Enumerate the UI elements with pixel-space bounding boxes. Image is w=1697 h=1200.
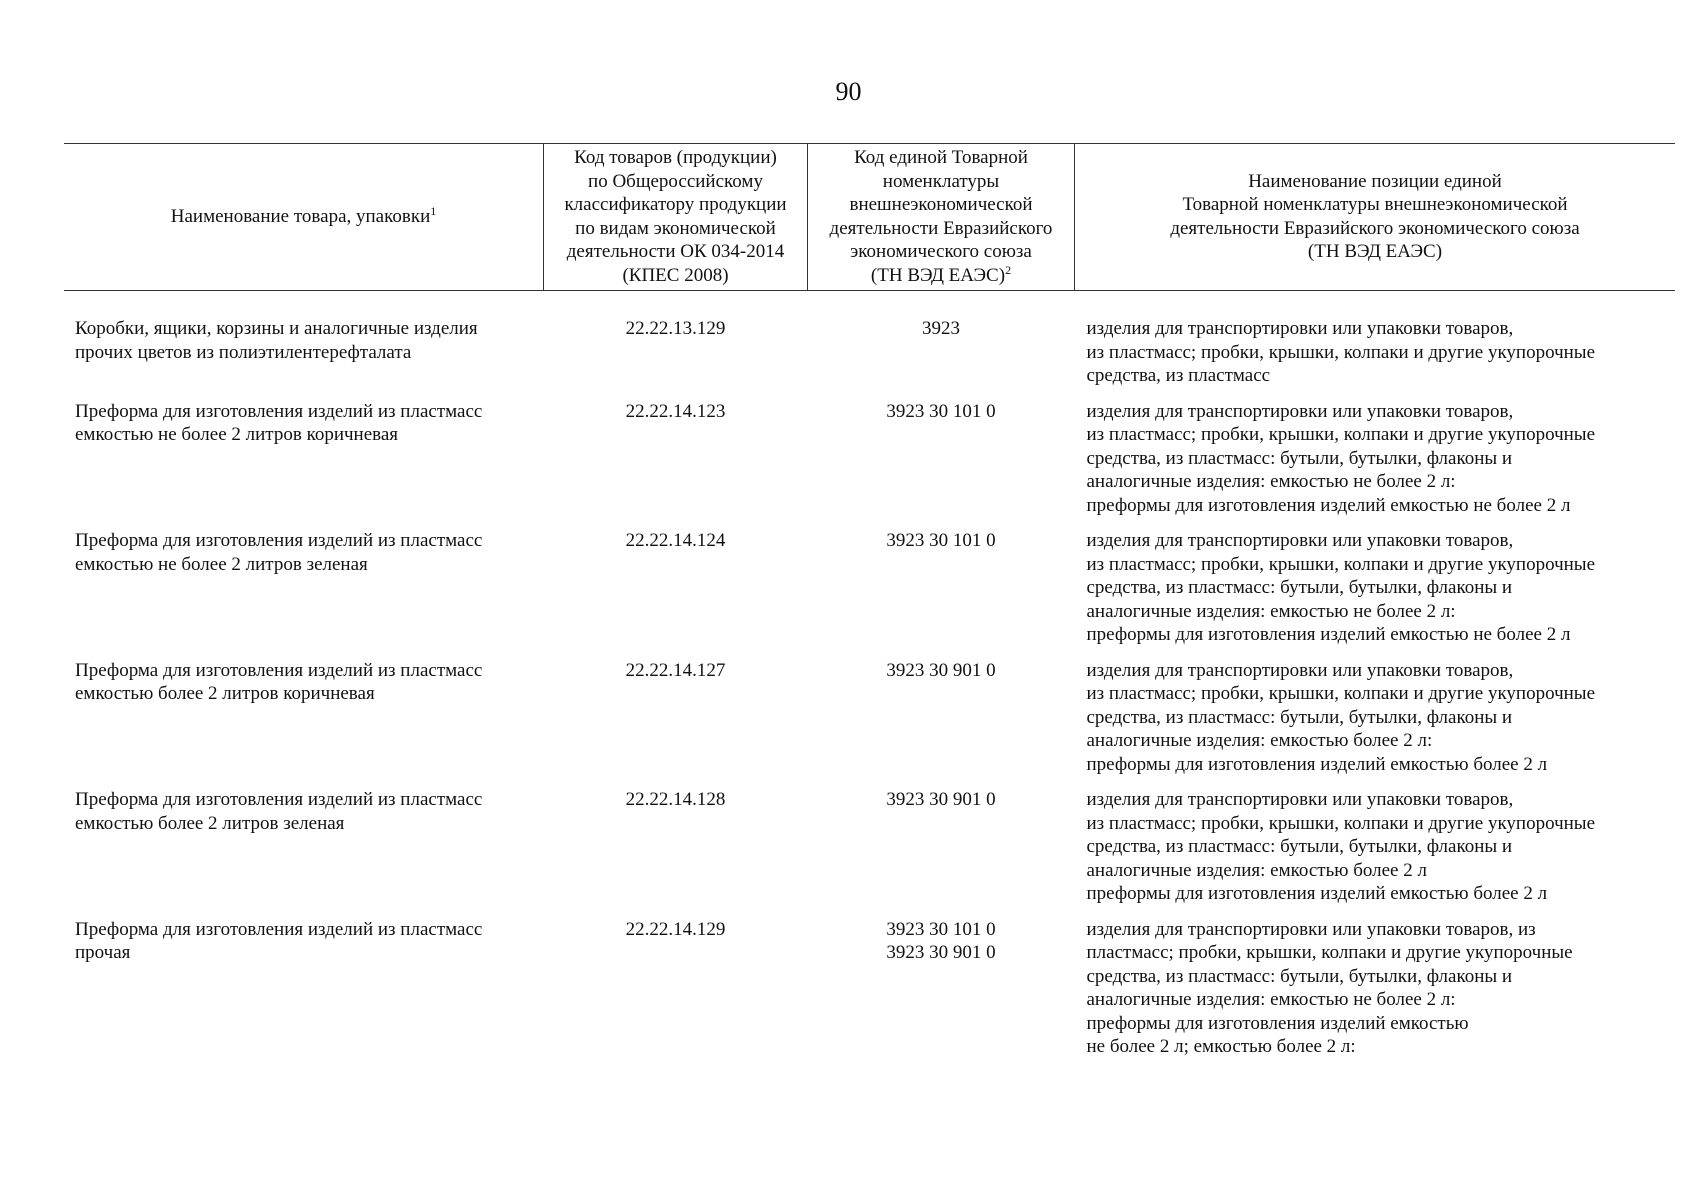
- cell-okpd-code: 22.22.14.124: [625, 530, 726, 551]
- header-tnved-code: Код единой Товарной номенклатуры внешнеэкономической деятельности Евразийского экономического союза (ТН ВЭД ЕАЭС)$^2$: [808, 144, 1075, 291]
- header-row: [64, 144, 1675, 291]
- table-row: [64, 788, 1675, 918]
- cell-tnved-code: 3923 30 901 0: [886, 659, 996, 681]
- cell-okpd-code: 22.22.14.129: [625, 918, 726, 940]
- cell-okpd-code: 22.22.14.128: [625, 789, 726, 810]
- cell-tnved-code: 3923 30 101 0 3923 30 901 0: [886, 918, 996, 963]
- classification-table: [64, 143, 1675, 1071]
- cell-tnved-code: 3923 30 901 0: [886, 789, 996, 810]
- cell-product-name: Преформа для изготовления изделий из пластмасс прочая: [75, 918, 483, 963]
- header-product-name: Наименование товара, упаковки$^1$: [64, 144, 544, 291]
- cell-product-name: Преформа для изготовления изделий из пластмасс емкостью более 2 литров коричневая: [75, 659, 483, 704]
- cell-product-name: Коробки, ящики, корзины и аналогичные изделия прочих цветов из полиэтилентерефталата: [75, 318, 478, 363]
- page-number: 90: [835, 77, 862, 106]
- table-row: [64, 529, 1675, 659]
- table-row: [64, 291, 1675, 400]
- table-row: [64, 400, 1675, 530]
- cell-product-name: Преформа для изготовления изделий из пластмасс емкостью не более 2 литров коричневая: [75, 400, 483, 445]
- cell-tnved-description: изделия для транспортировки или упаковки товаров, из пластмасс; пробки, крышки, колпаки и другие укупорочные средства, из пластмасс: бутыли, бутылки, флаконы и аналогичные изделия: емкостью не более 2 л: преформы для изготовления изделий емкостью не более 2 л: [1086, 530, 1596, 645]
- cell-tnved-description: изделия для транспортировки или упаковки товаров, из пластмасс; пробки, крышки, колпаки и другие укупорочные средства, из пластмасс: бутыли, бутылки, флаконы и аналогичные изделия: емкостью более 2 л преформы для изготовления изделий емкостью более 2 л: [1086, 789, 1596, 904]
- cell-tnved-description: изделия для транспортировки или упаковки товаров, из пластмасс; пробки, крышки, колпаки и другие укупорочные средства, из пластмасс: бутыли, бутылки, флаконы и аналогичные изделия: емкостью более 2 л: преформы для изготовления изделий емкостью более 2 л: [1086, 659, 1596, 775]
- header-tnved-description: Наименование позиции единой Товарной номенклатуры внешнеэкономической деятельности Евразийского экономического союза (ТН ВЭД ЕАЭС): [1075, 144, 1676, 291]
- header-okpd-code: Код товаров (продукции) по Общероссийскому классификатору продукции по видам экономической деятельности ОК 034-2014 (КПЕС 2008): [544, 144, 808, 291]
- cell-okpd-code: 22.22.14.127: [625, 659, 726, 681]
- cell-okpd-code: 22.22.14.123: [625, 400, 726, 422]
- cell-okpd-code: 22.22.13.129: [625, 318, 726, 339]
- table-row: [64, 659, 1675, 789]
- table-body: [64, 291, 1675, 1071]
- table-row: [64, 918, 1675, 1071]
- cell-tnved-code: 3923: [922, 318, 960, 339]
- cell-tnved-code: 3923 30 101 0: [886, 400, 996, 422]
- cell-tnved-description: изделия для транспортировки или упаковки товаров, из пластмасс; пробки, крышки, колпаки и другие укупорочные средства, из пластмасс: [1086, 318, 1596, 386]
- cell-product-name: Преформа для изготовления изделий из пластмасс емкостью более 2 литров зеленая: [75, 789, 483, 834]
- footnote-1: 1: [430, 203, 437, 218]
- footnote-2: 2: [1005, 262, 1012, 277]
- cell-product-name: Преформа для изготовления изделий из пластмасс емкостью не более 2 литров зеленая: [75, 530, 483, 575]
- cell-tnved-description: изделия для транспортировки или упаковки товаров, из пластмасс; пробки, крышки, колпаки и другие укупорочные средства, из пластмасс: бутыли, бутылки, флаконы и аналогичные изделия: емкостью не более 2 л: преформы для изготовления изделий емкостью не более 2 л: [1086, 400, 1596, 516]
- cell-tnved-description: изделия для транспортировки или упаковки товаров, из пластмасс; пробки, крышки, колпаки и другие укупорочные средства, из пластмасс: бутыли, бутылки, флаконы и аналогичные изделия: емкостью не более 2 л: преформы для изготовления изделий емкостью не более 2 л; емкостью более 2 л:: [1086, 918, 1573, 1057]
- cell-tnved-code: 3923 30 101 0: [886, 530, 996, 551]
- table-header: [64, 144, 1675, 291]
